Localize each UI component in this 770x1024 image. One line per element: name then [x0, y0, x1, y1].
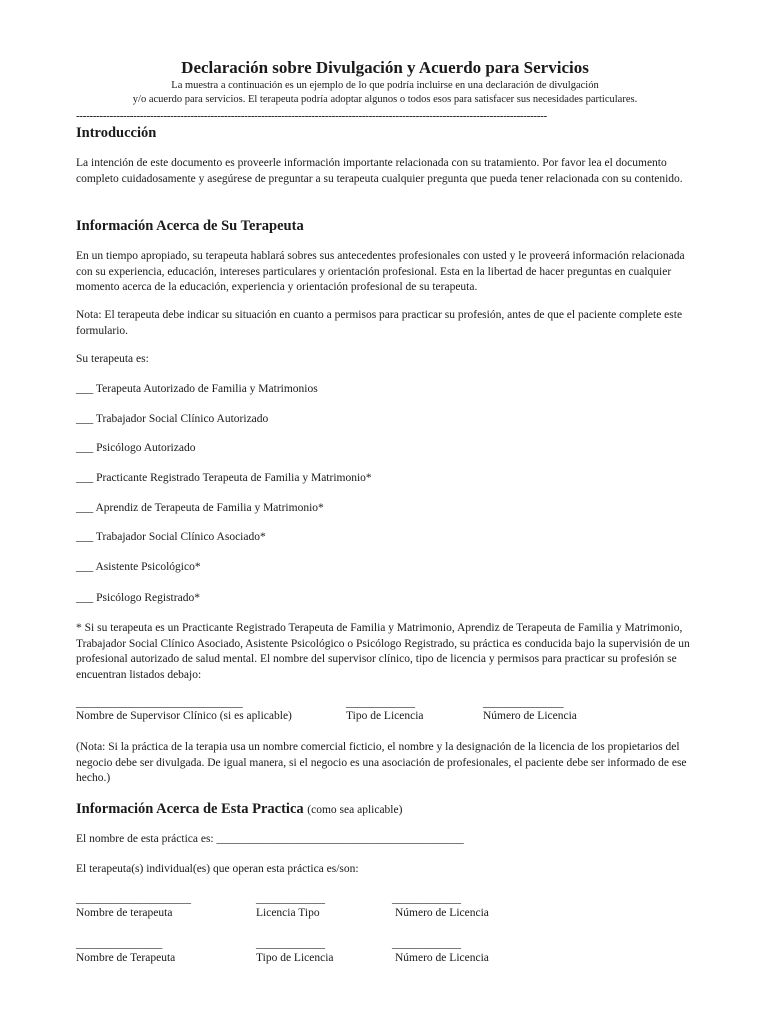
license-number-line: ____________ [392, 893, 461, 905]
therapist-option: ___ Psicólogo Registrado* [76, 592, 200, 604]
therapist-option: ___ Practicante Registrado Terapeuta de Familia y Matrimonio* [76, 472, 372, 484]
therapist-option: ___ Trabajador Social Clínico Autorizado [76, 413, 269, 425]
dashed-separator: -------------------------------------------------------------------------------------------------------------------------------------------- [76, 110, 547, 122]
therapist-name-line: ____________________ [76, 893, 191, 905]
license-type-label: Licencia Tipo [256, 907, 320, 919]
supervisor-license-number-line: ______________ [483, 697, 564, 709]
practice-heading-note: (como sea aplicable) [307, 804, 403, 816]
therapist-note: Nota: El terapeuta debe indicar su situación en cuanto a permisos para practicar su profesión, antes de que el paciente complete este formulario. [76, 309, 683, 337]
license-number-label: Número de Licencia [395, 907, 489, 919]
supervisor-name-label: Nombre de Supervisor Clínico (si es aplicable) [76, 710, 292, 722]
supervision-footnote: * Si su terapeuta es un Practicante Registrado Terapeuta de Familia y Matrimonio, Aprendiz de Terapeuta de Familia y Matrimonio, Trabajador Social Clínico Asociado, Asistente Psicológico o Psicólogo Registrado, su práctica es conducida bajo la supervisión de un profesional autorizado de salud mental. El nombre del supervisor clínico, tipo de licencia y permisos para practicar su profesión se encuentran listados debajo: [76, 622, 690, 681]
practice-individuals-label: El terapeuta(s) individual(es) que operan esta práctica es/son: [76, 863, 359, 875]
practice-heading [76, 801, 402, 818]
therapist-name-label: Nombre de Terapeuta [76, 952, 176, 964]
supervisor-license-number-label: Número de Licencia [483, 710, 577, 722]
license-number-line: ____________ [392, 938, 461, 950]
document-subtitle-line-2: y/o acuerdo para servicios. El terapeuta podría adoptar algunos o todos esos para satisfacer sus necesidades particulares. [132, 94, 638, 105]
therapist-list-intro: Su terapeuta es: [76, 353, 149, 365]
therapist-heading: Información Acerca de Su Terapeuta [76, 218, 304, 234]
intro-heading: Introducción [76, 125, 157, 141]
therapist-option: ___ Aprendiz de Terapeuta de Familia y Matrimonio* [76, 502, 324, 514]
license-type-label: Tipo de Licencia [256, 952, 334, 964]
therapist-option: ___ Psicólogo Autorizado [76, 442, 196, 454]
therapist-name-label: Nombre de terapeuta [76, 907, 173, 919]
supervisor-name-line: _____________________________ [76, 697, 243, 709]
business-name-note: (Nota: Si la práctica de la terapia usa un nombre comercial ficticio, el nombre y la designación de la licencia de los propietarios del negocio debe ser divulgada. De igual manera, si el negocio es una asociación de profesionales, el paciente debe ser informado de ese hecho.) [76, 741, 687, 784]
therapist-option: ___ Trabajador Social Clínico Asociado* [76, 531, 266, 543]
practice-name-field: El nombre de esta práctica es: ___________________________________________ [76, 833, 464, 845]
intro-paragraph: La intención de este documento es proveerle información importante relacionada con su tratamiento. Por favor lea el documento completo cuidadosamente y asegúrese de preguntar a su terapeuta cualquier pregunta que pueda tener relacionada con su contenido. [76, 157, 683, 185]
therapist-name-line: _______________ [76, 938, 163, 950]
license-type-line: ____________ [256, 938, 325, 950]
therapist-option: ___ Asistente Psicológico* [76, 561, 201, 573]
document-subtitle-line-1: La muestra a continuación es un ejemplo de lo que podría incluirse en una declaración de divulgación [171, 80, 599, 91]
license-type-line: ____________ [256, 893, 325, 905]
license-number-label: Número de Licencia [395, 952, 489, 964]
therapist-option: ___ Terapeuta Autorizado de Familia y Matrimonios [76, 383, 318, 395]
supervisor-license-type-line: ____________ [346, 697, 415, 709]
supervisor-license-type-label: Tipo de Licencia [346, 710, 424, 722]
therapist-paragraph: En un tiempo apropiado, su terapeuta hablará sobres sus antecedentes profesionales con usted y le proveerá información relacionada con su experiencia, educación, intereses particulares y orientación profesional. Esta en la libertad de hacer preguntas en cualquier momento acerca de la educación, experiencia y orientación profesional de su terapeuta. [76, 250, 685, 293]
document-title: Declaración sobre Divulgación y Acuerdo para Servicios [181, 58, 589, 77]
practice-heading-text: Información Acerca de Esta Practica [76, 801, 304, 817]
